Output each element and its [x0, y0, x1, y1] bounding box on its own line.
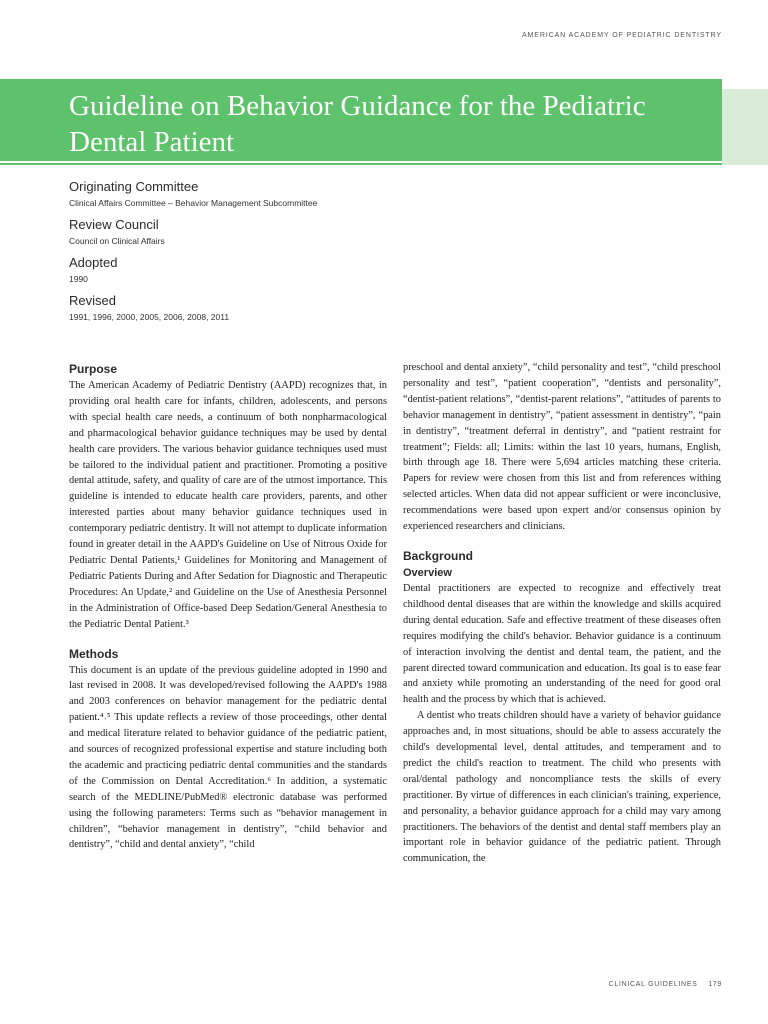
right-column [403, 360, 721, 867]
left-column [69, 360, 387, 853]
purpose-heading: Purpose [69, 362, 118, 376]
overview-subheading: Overview [403, 566, 452, 579]
adopted-value: 1990 [69, 274, 88, 284]
review-council [69, 216, 669, 248]
page-number: 179 [708, 981, 722, 988]
methods-heading: Methods [69, 646, 119, 661]
methods-body: This document is an update of the previous guideline adopted in 1990 and last revised in 2008. It was developed/revised following the AAPD's 1988 and 2003 conferences on behavior management for the pediatric dental patient.⁴˒⁵ This update reflects a review of those proceedings, other dental and medical literature related to behavior guidance of the pediatric patient, and sources of recognized professional expertise and stature including both the academic and practicing pediatric dental communities and the standards of the Commission on Dental Accreditation.⁶ In addition, a systematic search of the MEDLINE/PubMed® electronic database was performed using the following parameters: Terms such as “behavior management in children”, “behavior management in dentistry”, “child behavior and dentistry”, “child and dental anxiety”, “child [69, 664, 387, 851]
title-rule [0, 161, 722, 163]
methods-body-continued: preschool and dental anxiety”, “child personality and test”, “child preschool personality and test”, “patient cooperation”, “dentists and personality”, “dentist-patient relations”, “dentist-parent relations”, “attitudes of parents to behavior management in dentistry”, “patient assessment in dentistry”, “pain in dentistry”, “treatment deferral in dentistry”, and “patient restraint for treatment”; Fields: all; Limits: within the last 10 years, humans, English, birth through age 18. There were 5,694 articles matching these criteria. Papers for review were chosen from this list and from references withing selected articles. When data did not appear sufficient or were inconclusive, recommendations were based upon expert and/or consensus opinion by experienced researchers and clinicians. [403, 362, 721, 533]
review-council-value: Council on Clinical Affairs [69, 236, 165, 246]
background-paragraph-1: Dental practitioners are expected to recognize and effectively treat childhood dental diseases that are within the knowledge and skills acquired during dental education. Safe and effective treatment of these diseases often requires modifying the child's behavior. Behavior guidance is a continuum of interaction involving the dentist and dental team, the patient, and the parent directed toward communication and education. Its goal is to ease fear and anxiety while promoting an understanding of the need for good oral health and the process by which that is achieved. [403, 582, 721, 706]
footer-section: CLINICAL GUIDELINES [608, 981, 698, 988]
revised-label: Revised [69, 293, 116, 308]
page-title [69, 88, 709, 160]
background-paragraph-2: A dentist who treats children should have a variety of behavior guidance approaches and, in most situations, should be able to assess accurately the child's developmental level, dental attitudes, and temperament and to predict the child's reaction to treatment. The child who presents with oral/dental pathology and noncompliance tests the skills of every practitioner. By virtue of differences in each clinician's training, experience, and personality, a behavior guidance approach for a child may vary among practitioners. The behaviors of the dentist and dental staff members play an important role in behavior guidance of the pediatric patient. Through communication, the [403, 710, 721, 865]
originating-committee-label: Originating Committee [69, 179, 199, 194]
review-council-label: Review Council [69, 217, 159, 232]
title-band-accent [722, 89, 768, 165]
guideline-meta [69, 178, 669, 330]
revised-value: 1991, 1996, 2000, 2005, 2006, 2008, 2011 [69, 312, 230, 322]
originating-committee [69, 178, 669, 210]
running-head: AMERICAN ACADEMY OF PEDIATRIC DENTISTRY [521, 32, 722, 39]
revised [69, 292, 669, 324]
title-line-1: Guideline on Behavior Guidance for the Pediatric [69, 90, 646, 122]
originating-committee-value: Clinical Affairs Committee – Behavior Management Subcommittee [69, 198, 318, 208]
adopted [69, 254, 669, 286]
title-line-2: Dental Patient [69, 126, 235, 158]
background-heading: Background [403, 548, 474, 563]
adopted-label: Adopted [69, 255, 118, 270]
page-footer [601, 981, 722, 988]
purpose-body: The American Academy of Pediatric Dentistry (AAPD) recognizes that, in providing oral health care for infants, children, adolescents, and persons with special health care needs, a continuum of both nonpharmacological and pharmacological behavior guidance techniques may be used by dental health care providers. The various behavior guidance techniques used must be tailored to the individual patient and practitioner. Promoting a positive dental attitude, safety, and quality of care are of the utmost importance. This guideline is intended to educate health care providers, parents, and other interested parties about many behavior guidance techniques used in contemporary pediatric dentistry. It will not attempt to duplicate information found in greater detail in the AAPD's Guideline on Use of Nitrous Oxide for Pediatric Dental Patients,¹ Guidelines for Monitoring and Management of Pediatric Patients During and After Sedation for Diagnostic and Therapeutic Procedures: An Update,² and Guideline on the Use of Anesthesia Personnel in the Administration of Office-based Deep Sedation/General Anesthesia to the Pediatric Dental Patient.³ [69, 380, 387, 630]
